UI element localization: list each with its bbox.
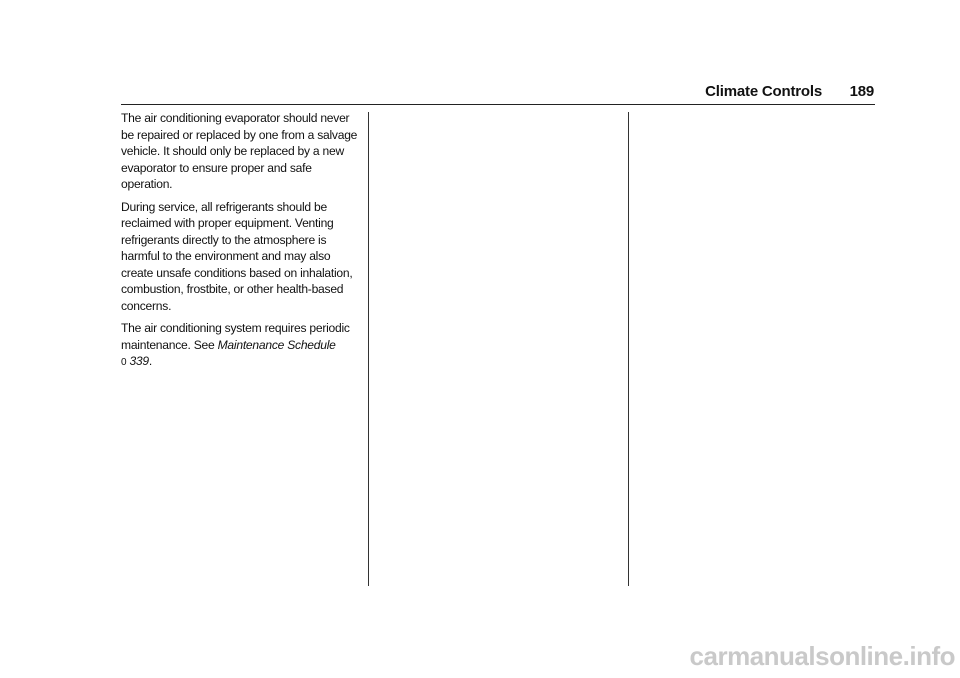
page-reference-icon: 0 — [121, 357, 127, 368]
paragraph-refrigerants: During service, all refrigerants should be reclaimed with proper equipment. Venting refrigerants directly to the atmosphere is harmful to the environment and may also create unsafe conditions based on inhalation, combustion, frostbite, or other health-based concerns. — [121, 199, 353, 313]
paragraph-evaporator: The air conditioning evaporator should never be repaired or replaced by one from a salvage vehicle. It should only be replaced by a new evaporator to ensure proper and safe operation. — [121, 111, 358, 191]
page-header — [121, 82, 875, 105]
watermark: carmanualsonline.info — [689, 641, 955, 671]
maintenance-page-link[interactable]: 339 — [129, 354, 149, 368]
page-number: 189 — [849, 83, 874, 100]
text-column-left — [121, 110, 359, 378]
sentence-end: . — [148, 354, 152, 368]
maintenance-text: The air conditioning system requires periodic maintenance. See — [121, 321, 350, 352]
column-divider-left — [368, 112, 369, 586]
section-title: Climate Controls — [705, 83, 822, 100]
column-divider-right — [628, 112, 629, 586]
paragraph-maintenance — [121, 320, 359, 372]
maintenance-schedule-link[interactable]: Maintenance Schedule — [217, 337, 336, 352]
